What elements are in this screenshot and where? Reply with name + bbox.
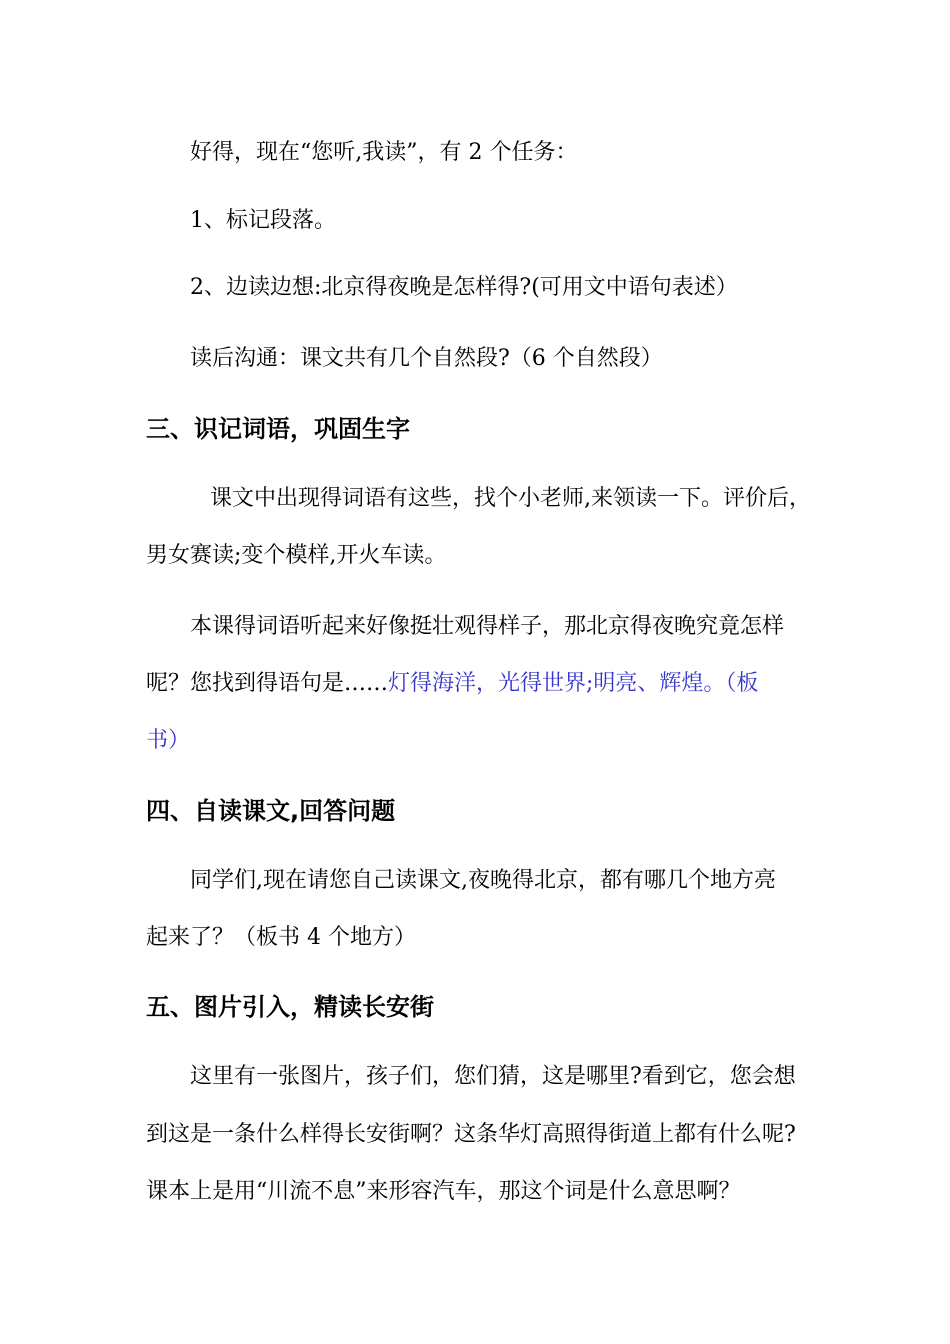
paragraph-task-2: 2、边读边想:北京得夜晚是怎样得?(可用文中语句表述）	[190, 275, 738, 300]
paragraph-self-read-line-1: 同学们,现在请您自己读课文,夜晚得北京，都有哪几个地方亮	[190, 868, 776, 893]
paragraph-words-line-2	[146, 669, 826, 699]
section-heading-5: 五、图片引入，精读长安街	[146, 993, 434, 1021]
paragraph-words-line-3: 书）	[146, 728, 191, 753]
paragraph-picture-line-1: 这里有一张图片，孩子们，您们猜，这是哪里?看到它，您会想	[190, 1064, 796, 1089]
blackboard-highlight-text: 灯得海洋，光得世界;明亮、辉煌。（板	[388, 671, 759, 696]
paragraph-vocab-line-2: 男女赛读;变个模样,开火车读。	[146, 543, 447, 568]
paragraph-self-read-line-2: 起来了？（板书 4 个地方）	[146, 925, 416, 950]
section-heading-4: 四、自读课文,回答问题	[146, 797, 396, 825]
paragraph-task-intro: 好得，现在“您听,我读”，有 2 个任务：	[190, 140, 578, 165]
paragraph-task-1: 1、标记段落。	[190, 208, 336, 233]
paragraph-words-line-1: 本课得词语听起来好像挺壮观得样子，那北京得夜晚究竟怎样	[190, 614, 785, 639]
paragraph-discussion: 读后沟通：课文共有几个自然段?（6 个自然段）	[190, 346, 663, 371]
paragraph-picture-line-2: 到这是一条什么样得长安街啊？这条华灯高照得街道上都有什么呢?	[146, 1122, 796, 1147]
paragraph-picture-line-3: 课本上是用“川流不息”来形容汽车，那这个词是什么意思啊？	[146, 1179, 741, 1204]
section-heading-3: 三、识记词语，巩固生字	[146, 415, 410, 443]
paragraph-vocab-line-1: 课文中出现得词语有这些，找个小老师,来领读一下。评价后，	[210, 486, 811, 511]
words-line-2-text: 呢？您找到得语句是……	[146, 671, 389, 696]
